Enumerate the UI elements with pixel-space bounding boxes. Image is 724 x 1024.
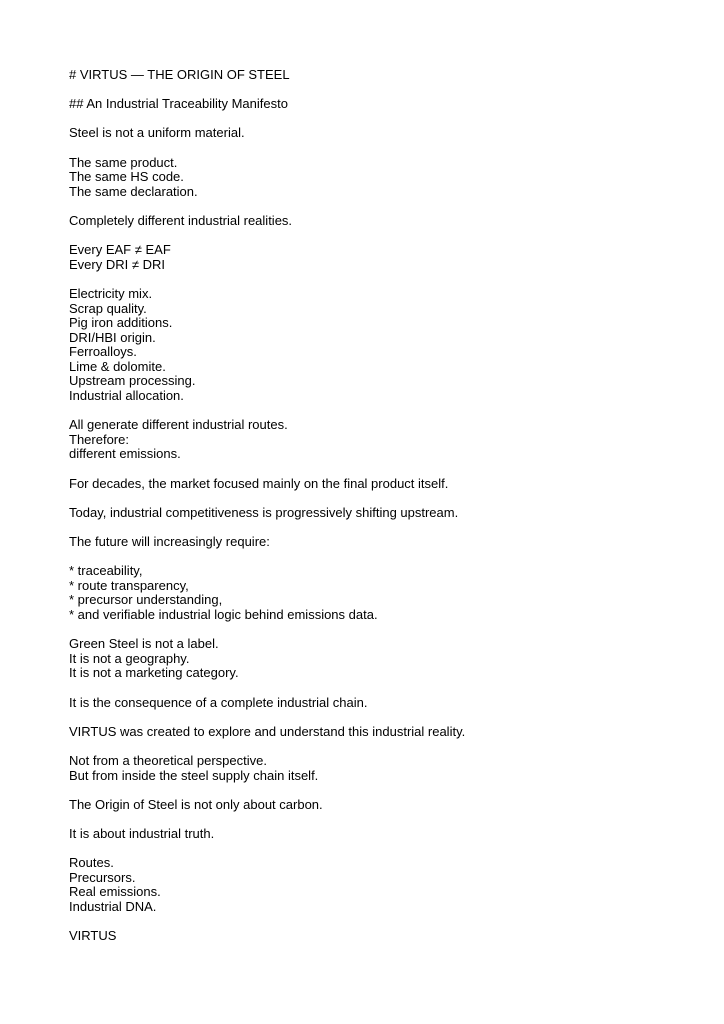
text-line: It is not a geography.	[69, 650, 190, 666]
text-paragraph	[69, 418, 689, 462]
text-line: Today, industrial competitiveness is progressively shifting upstream.	[69, 504, 459, 520]
text-paragraph	[69, 97, 689, 112]
text-line: * traceability,	[69, 563, 143, 579]
text-line: Upstream processing.	[69, 373, 196, 389]
text-paragraph	[69, 637, 689, 681]
text-line: Every DRI ≠ DRI	[69, 256, 165, 272]
text-line: # VIRTUS — THE ORIGIN OF STEEL	[69, 67, 290, 82]
text-paragraph	[69, 214, 689, 229]
text-line: VIRTUS	[69, 928, 117, 944]
text-line: Pig iron additions.	[69, 315, 173, 331]
text-line: It is the consequence of a complete industrial chain.	[69, 694, 368, 710]
text-line: For decades, the market focused mainly on the final product itself.	[69, 475, 449, 491]
text-line: different emissions.	[69, 446, 181, 462]
text-line: ## An Industrial Traceability Manifesto	[69, 96, 288, 112]
text-line: Steel is not a uniform material.	[69, 125, 245, 141]
text-paragraph	[69, 696, 689, 711]
document-page	[69, 68, 689, 958]
text-paragraph	[69, 725, 689, 740]
text-paragraph	[69, 535, 689, 550]
text-line: Every EAF ≠ EAF	[69, 242, 171, 258]
text-paragraph	[69, 156, 689, 200]
text-paragraph	[69, 506, 689, 521]
text-line: Scrap quality.	[69, 300, 147, 316]
text-line: Lime & dolomite.	[69, 358, 166, 374]
text-line: Routes.	[69, 855, 114, 871]
text-line: * route transparency,	[69, 577, 189, 593]
text-line: Green Steel is not a label.	[69, 636, 219, 652]
text-line: The same product.	[69, 154, 178, 170]
text-line: It is not a marketing category.	[69, 665, 239, 681]
text-line: Electricity mix.	[69, 285, 153, 301]
text-line: The future will increasingly require:	[69, 534, 270, 549]
text-paragraph	[69, 754, 689, 783]
text-paragraph	[69, 929, 689, 944]
text-paragraph	[69, 243, 689, 272]
text-paragraph	[69, 477, 689, 492]
text-line: All generate different industrial routes.	[69, 417, 288, 433]
text-line: The same HS code.	[69, 169, 184, 185]
text-paragraph	[69, 827, 689, 842]
text-line: DRI/HBI origin.	[69, 329, 156, 345]
text-line: Precursors.	[69, 869, 136, 885]
text-line: Ferroalloys.	[69, 344, 137, 360]
text-paragraph	[69, 287, 689, 404]
text-line: * precursor understanding,	[69, 592, 223, 608]
text-line: Not from a theoretical perspective.	[69, 752, 267, 768]
text-line: The Origin of Steel is not only about carbon.	[69, 796, 323, 812]
text-paragraph	[69, 564, 689, 622]
text-line: Industrial allocation.	[69, 388, 184, 404]
text-line: Completely different industrial realities.	[69, 212, 293, 228]
text-paragraph	[69, 126, 689, 141]
text-line: It is about industrial truth.	[69, 825, 215, 841]
text-paragraph	[69, 68, 689, 83]
text-line: The same declaration.	[69, 183, 198, 199]
text-paragraph	[69, 856, 689, 914]
text-line: Industrial DNA.	[69, 898, 157, 914]
text-line: * and verifiable industrial logic behind emissions data.	[69, 606, 378, 622]
text-line: Real emissions.	[69, 884, 161, 900]
text-line: Therefore:	[69, 431, 129, 447]
text-line: VIRTUS was created to explore and understand this industrial reality.	[69, 723, 466, 739]
text-line: But from inside the steel supply chain itself.	[69, 767, 319, 783]
text-paragraph	[69, 798, 689, 813]
